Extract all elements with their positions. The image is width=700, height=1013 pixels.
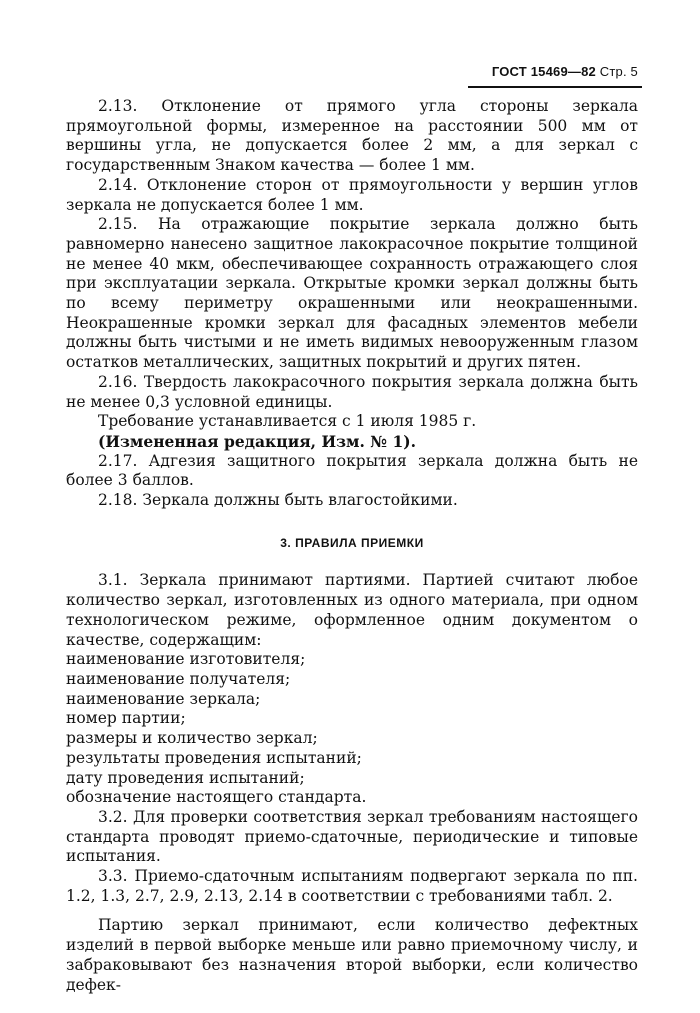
page-number: Стр. 5 xyxy=(599,64,638,79)
clause-2-17: 2.17. Адгезия защитного покрытия зеркала должна быть не более 3 баллов. xyxy=(66,451,638,490)
document-contents-list xyxy=(66,650,638,808)
clause-2-16: 2.16. Твердость лакокрасочного покрытия зеркала должна быть не менее 0,3 условной единицы. xyxy=(66,372,638,411)
paragraph-gap xyxy=(66,906,638,916)
body-text xyxy=(66,97,638,995)
list-item: наименование зеркала; xyxy=(66,689,261,708)
header-rule xyxy=(468,86,642,88)
list-item: дату проведения испытаний; xyxy=(66,768,305,787)
clause-3-1: 3.1. Зеркала принимают партиями. Партией считают любое количество зеркал, изготовленных из одного материала, при одном технологическом режиме, оформленное одним документом о качестве, содержащим: xyxy=(66,571,638,649)
list-item: размеры и количество зеркал; xyxy=(66,729,318,748)
clause-2-13: 2.13. Отклонение от прямого угла стороны зеркала прямоугольной формы, измеренное на расстоянии 500 мм от вершины угла, не допускается более 2 мм, а для зеркал с государственным Знаком качества — более 1 мм. xyxy=(66,97,638,175)
clause-3-2: 3.2. Для проверки соответствия зеркал требованиям настоящего стандарта проводят приемо-сдаточные, периодические и типовые испытания. xyxy=(66,807,638,866)
acceptance-paragraph: Партию зеркал принимают, если количество дефектных изделий в первой выборке меньше или равно приемочному числу, и забраковывают без назначения второй выборки, если количество дефек- xyxy=(66,916,638,994)
page-header xyxy=(478,64,638,79)
requirement-date: Требование устанавливается с 1 июля 1985 г. xyxy=(98,412,477,431)
edition-note: (Измененная редакция, Изм. № 1). xyxy=(98,431,416,451)
clause-3-3: 3.3. Приемо-сдаточным испытаниям подвергают зеркала по пп. 1.2, 1.3, 2.7, 2.9, 2.13, 2.14 в соответствии с требованиями табл. 2. xyxy=(66,867,638,905)
list-item: наименование получателя; xyxy=(66,669,291,688)
section-title: 3. ПРАВИЛА ПРИЕМКИ xyxy=(280,535,424,550)
standard-number: ГОСТ 15469—82 xyxy=(491,64,596,79)
clause-2-14: 2.14. Отклонение сторон от прямоугольности у вершин углов зеркала не допускается более 1 мм. xyxy=(66,175,638,214)
list-item: номер партии; xyxy=(66,709,186,728)
clause-2-18: 2.18. Зеркала должны быть влагостойкими. xyxy=(98,491,458,510)
list-item: результаты проведения испытаний; xyxy=(66,748,362,767)
list-item: обозначение настоящего стандарта. xyxy=(66,788,367,807)
clause-2-15: 2.15. На отражающие покрытие зеркала должно быть равномерно нанесено защитное лакокрасочное покрытие толщиной не менее 40 мкм, обеспечивающее сохранность отражающего слоя при эксплуатации зеркала. Открытые кромки зеркал должны быть по всему периметру окрашенными или неокрашенными. Неокрашенные кромки зеркал для фасадных элементов мебели должны быть чистыми и не иметь видимых невооруженным глазом остатков металлических, защитных покрытий и других пятен. xyxy=(66,215,638,372)
list-item: наименование изготовителя; xyxy=(66,650,306,669)
